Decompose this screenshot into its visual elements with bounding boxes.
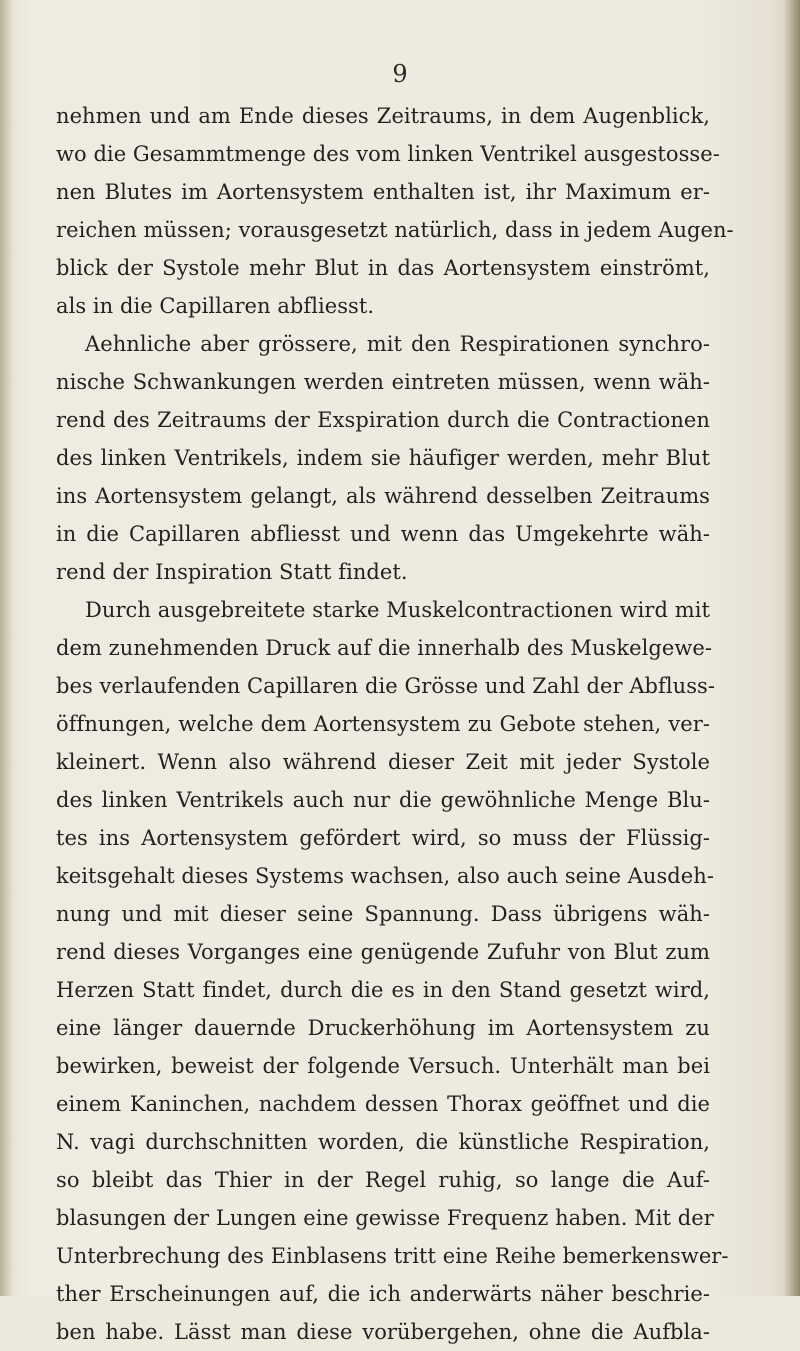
text-line: N. vagi durchschnitten worden, die künstliche Respiration, (56, 1130, 710, 1154)
text-line: eine länger dauernde Druckerhöhung im Aortensystem zu (56, 1016, 710, 1040)
text-line: in die Capillaren abfliesst und wenn das Umgekehrte wäh- (56, 522, 710, 546)
text-line: nehmen und am Ende dieses Zeitraums, in dem Augenblick, (56, 104, 710, 128)
page-binding-edge (0, 0, 14, 1296)
text-line: bewirken, beweist der folgende Versuch. Unterhält man bei (56, 1054, 710, 1078)
text-line: ther Erscheinungen auf, die ich anderwärts näher beschrie- (56, 1282, 710, 1306)
text-line: nische Schwankungen werden eintreten müssen, wenn wäh- (56, 370, 710, 394)
text-line: so bleibt das Thier in der Regel ruhig, so lange die Auf- (56, 1168, 710, 1192)
text-line: wo die Gesammtmenge des vom linken Ventrikel ausgestosse- (56, 142, 720, 166)
text-line: Unterbrechung des Einblasens tritt eine Reihe bemerkenswer- (56, 1244, 729, 1268)
text-line: einem Kaninchen, nachdem dessen Thorax geöffnet und die (56, 1092, 710, 1116)
text-line: ben habe. Lässt man diese vorübergehen, ohne die Aufbla- (56, 1320, 710, 1344)
page-number: 9 (392, 60, 408, 88)
text-line: des linken Ventrikels auch nur die gewöhnliche Menge Blu- (56, 788, 710, 812)
text-line: nung und mit dieser seine Spannung. Dass übrigens wäh- (56, 902, 710, 926)
text-line: nen Blutes im Aortensystem enthalten ist, ihr Maximum er- (56, 180, 710, 204)
text-line: tes ins Aortensystem gefördert wird, so muss der Flüssig- (56, 826, 710, 850)
text-line: rend der Inspiration Statt findet. (56, 560, 408, 584)
text-line: rend dieses Vorganges eine genügende Zufuhr von Blut zum (56, 940, 710, 964)
text-line: blasungen der Lungen eine gewisse Frequenz haben. Mit der (56, 1206, 714, 1230)
text-line: blick der Systole mehr Blut in das Aortensystem einströmt, (56, 256, 710, 280)
text-line: öffnungen, welche dem Aortensystem zu Gebote stehen, ver- (56, 712, 710, 736)
text-line: keitsgehalt dieses Systems wachsen, also auch seine Ausdeh- (56, 864, 714, 888)
text-line: kleinert. Wenn also während dieser Zeit mit jeder Systole (56, 750, 710, 774)
text-line: ins Aortensystem gelangt, als während desselben Zeitraums (56, 484, 710, 508)
text-line: als in die Capillaren abfliesst. (56, 294, 375, 318)
text-line: reichen müssen; vorausgesetzt natürlich, dass in jedem Augen- (56, 218, 734, 242)
page-fore-edge (784, 0, 800, 1296)
paragraph-start-line: Aehnliche aber grössere, mit den Respirationen synchro- (85, 332, 710, 356)
text-line: dem zunehmenden Druck auf die innerhalb des Muskelgewe- (56, 636, 713, 660)
paragraph-start-line: Durch ausgebreitete starke Muskelcontractionen wird mit (85, 598, 710, 622)
text-line: des linken Ventrikels, indem sie häufiger werden, mehr Blut (56, 446, 710, 470)
text-line: rend des Zeitraums der Exspiration durch die Contractionen (56, 408, 710, 432)
body-text (56, 97, 734, 1351)
text-line: bes verlaufenden Capillaren die Grösse und Zahl der Abfluss- (56, 674, 716, 698)
text-line: Herzen Statt findet, durch die es in den Stand gesetzt wird, (56, 978, 710, 1002)
